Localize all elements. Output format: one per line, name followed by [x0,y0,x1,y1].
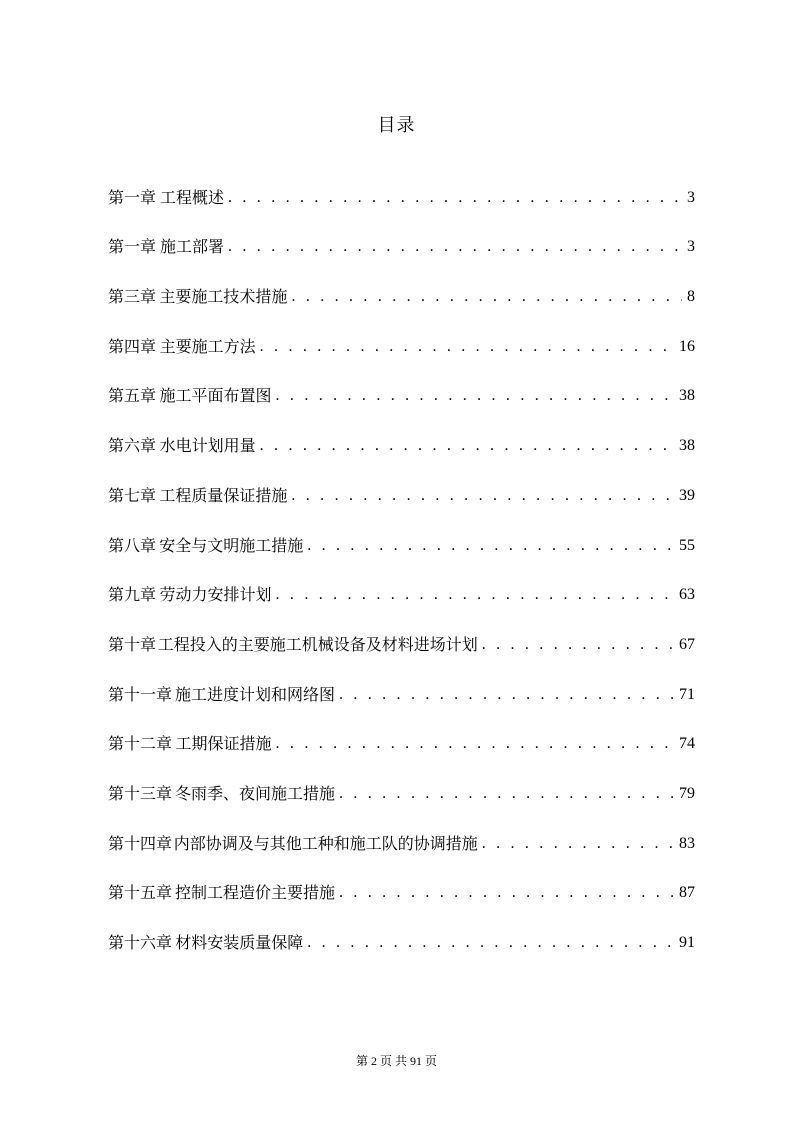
toc-heading: 施工平面布置图 [159,386,272,406]
toc-page-number: 63 [679,586,695,604]
toc-dot-leader [339,682,674,708]
toc-heading: 冬雨季、夜间施工措施 [174,783,335,803]
toc-heading: 工期保证措施 [175,734,272,754]
page-title: 目录 [377,115,416,136]
toc-chapter-number: 第一章 [108,187,157,207]
toc-dot-leader [339,781,674,807]
toc-page-number: 3 [687,238,695,256]
toc-page-number: 38 [679,387,695,405]
toc-dot-leader [307,533,674,559]
toc-page-number: 38 [679,437,695,455]
toc-heading: 工程概述 [159,187,224,207]
toc-heading: 施工部署 [159,237,224,257]
toc-heading: 主要施工技术措施 [159,287,288,307]
toc-chapter-number: 第十章 [108,634,157,654]
toc-chapter-number: 第十三章 [108,783,173,803]
toc-entry [108,906,695,956]
toc-entry [108,608,695,658]
toc-chapter-number: 第十六章 [108,933,173,952]
toc-entry [108,260,695,310]
toc-heading: 主要施工方法 [159,336,256,356]
toc-dot-leader [291,284,682,310]
toc-entry [108,807,695,857]
toc-chapter-number: 第十五章 [108,883,173,903]
toc-entry [108,708,695,758]
toc-heading: 劳动力安排计划 [159,585,272,605]
toc-page-number: 74 [679,735,695,753]
toc-entry [108,559,695,609]
toc-heading: 水电计划用量 [159,436,256,456]
toc-chapter-number: 第十二章 [108,734,173,754]
toc-dot-leader [276,731,674,757]
toc-page-number: 83 [679,834,695,852]
toc-dot-leader [276,383,674,409]
toc-chapter-number: 第八章 [108,535,157,555]
toc-chapter-number: 第十四章 [108,833,173,853]
toc-chapter-number: 第六章 [108,436,157,456]
toc-dot-leader [228,234,682,260]
toc-chapter-number: 第一章 [108,237,157,257]
toc-dot-leader [339,880,674,906]
toc-page-number: 55 [679,536,695,554]
toc-page-number: 91 [679,934,695,951]
toc-entry [108,509,695,559]
toc-page-number: 16 [679,337,695,355]
toc-list [108,161,695,956]
toc-entry [108,757,695,807]
toc-entry [108,459,695,509]
toc-entry [108,211,695,261]
toc-dot-leader [228,185,682,211]
toc-page-number: 67 [679,635,695,653]
toc-heading: 材料安装质量保障 [175,933,304,952]
toc-heading: 施工进度计划和网络图 [174,684,335,704]
toc-dot-leader [307,930,674,956]
toc-chapter-number: 第七章 [108,485,157,505]
toc-chapter-number: 第五章 [108,386,157,406]
toc-heading: 安全与文明施工措施 [159,535,304,555]
toc-dot-leader [260,433,674,459]
toc-entry [108,658,695,708]
toc-page-number: 8 [687,288,695,306]
toc-dot-leader [482,632,674,658]
toc-chapter-number: 第四章 [108,336,157,356]
toc-dot-leader [291,483,674,509]
toc-page-number: 3 [687,188,695,206]
toc-chapter-number: 第九章 [108,585,157,605]
toc-entry [108,857,695,907]
toc-entry [108,161,695,211]
toc-page-number: 79 [679,784,695,802]
toc-page-number: 87 [679,884,695,902]
toc-dot-leader [482,831,674,857]
toc-entry [108,310,695,360]
toc-entry [108,409,695,459]
toc-dot-leader [276,582,674,608]
toc-heading: 工程投入的主要施工机械设备及材料进场计划 [157,634,478,654]
toc-chapter-number: 第三章 [108,287,157,307]
page-footer: 第 2 页 共 91 页 [355,1054,437,1068]
toc-heading: 工程质量保证措施 [159,485,288,505]
toc-page-number: 39 [679,486,695,504]
toc-entry [108,360,695,410]
toc-dot-leader [260,334,674,360]
toc-heading: 内部协调及与其他工种和施工队的协调措施 [173,833,478,853]
toc-heading: 控制工程造价主要措施 [174,883,335,903]
toc-chapter-number: 第十一章 [108,684,173,704]
toc-page-number: 71 [679,685,695,703]
